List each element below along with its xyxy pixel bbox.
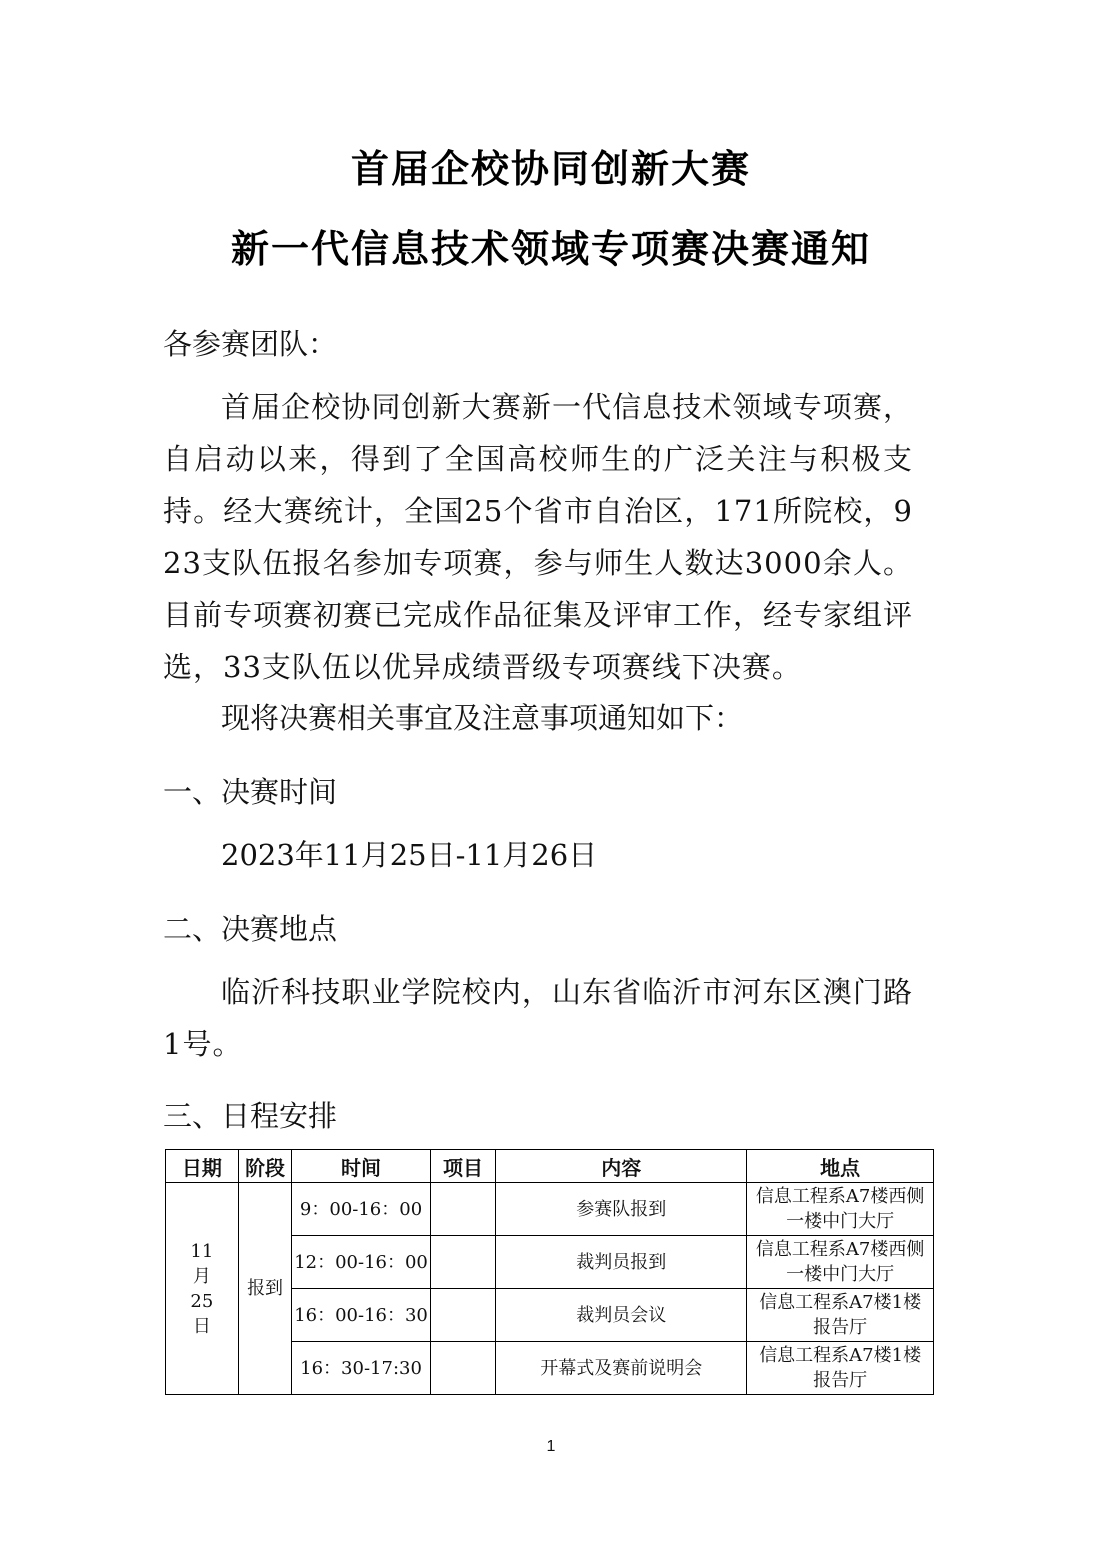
section-heading-time: 一、决赛时间	[163, 775, 338, 809]
item-cell	[430, 1236, 496, 1289]
content-cell: 裁判员报到	[496, 1236, 747, 1289]
item-cell	[430, 1183, 496, 1236]
header-item: 项目	[430, 1150, 496, 1183]
header-time: 时间	[292, 1150, 430, 1183]
stage-cell: 报到	[238, 1183, 292, 1395]
place-cell: 信息工程系A7楼1楼报告厅	[747, 1289, 934, 1342]
place-cell: 信息工程系A7楼西侧一楼中门大厅	[747, 1236, 934, 1289]
page-number: 1	[546, 1438, 556, 1455]
item-cell	[430, 1342, 496, 1395]
intro-paragraph: 首届企校协同创新大赛新一代信息技术领域专项赛，自启动以来，得到了全国高校师生的广泛关注与积极支持。经大赛统计，全国25个省市自治区，171所院校，923支队伍报名参加专项赛，参与师生人数达3000余人。目前专项赛初赛已完成作品征集及评审工作，经专家组评选，33支队伍以优异成绩晋级专项赛线下决赛。	[163, 390, 914, 684]
place-cell: 信息工程系A7楼1楼报告厅	[747, 1342, 934, 1395]
schedule-header-row	[166, 1150, 934, 1183]
header-content: 内容	[496, 1150, 747, 1183]
section-heading-location: 二、决赛地点	[163, 912, 338, 946]
salutation: 各参赛团队：	[163, 327, 338, 361]
time-cell: 9：00-16：00	[292, 1183, 430, 1236]
date-cell	[166, 1183, 239, 1395]
content-cell: 开幕式及赛前说明会	[496, 1342, 747, 1395]
header-place: 地点	[747, 1150, 934, 1183]
document-title-line2: 新一代信息技术领域专项赛决赛通知	[230, 227, 871, 271]
header-date: 日期	[166, 1150, 239, 1183]
date-value: 11月25日	[190, 1240, 214, 1337]
table-row	[166, 1183, 934, 1236]
place-cell: 信息工程系A7楼西侧一楼中门大厅	[747, 1183, 934, 1236]
time-cell: 16：30-17:30	[292, 1342, 430, 1395]
content-cell: 参赛队报到	[496, 1183, 747, 1236]
time-cell: 16：00-16：30	[292, 1289, 430, 1342]
schedule-table	[165, 1149, 934, 1395]
document-title-line1: 首届企校协同创新大赛	[350, 147, 751, 191]
section-heading-schedule: 三、日程安排	[163, 1099, 338, 1133]
header-stage: 阶段	[238, 1150, 292, 1183]
notice-line: 现将决赛相关事宜及注意事项通知如下：	[221, 701, 744, 735]
time-cell: 12：00-16：00	[292, 1236, 430, 1289]
item-cell	[430, 1289, 496, 1342]
content-cell: 裁判员会议	[496, 1289, 747, 1342]
final-date-text: 2023年11月25日-11月26日	[221, 838, 598, 872]
final-location-text: 临沂科技职业学院校内，山东省临沂市河东区澳门路1号。	[163, 975, 913, 1061]
